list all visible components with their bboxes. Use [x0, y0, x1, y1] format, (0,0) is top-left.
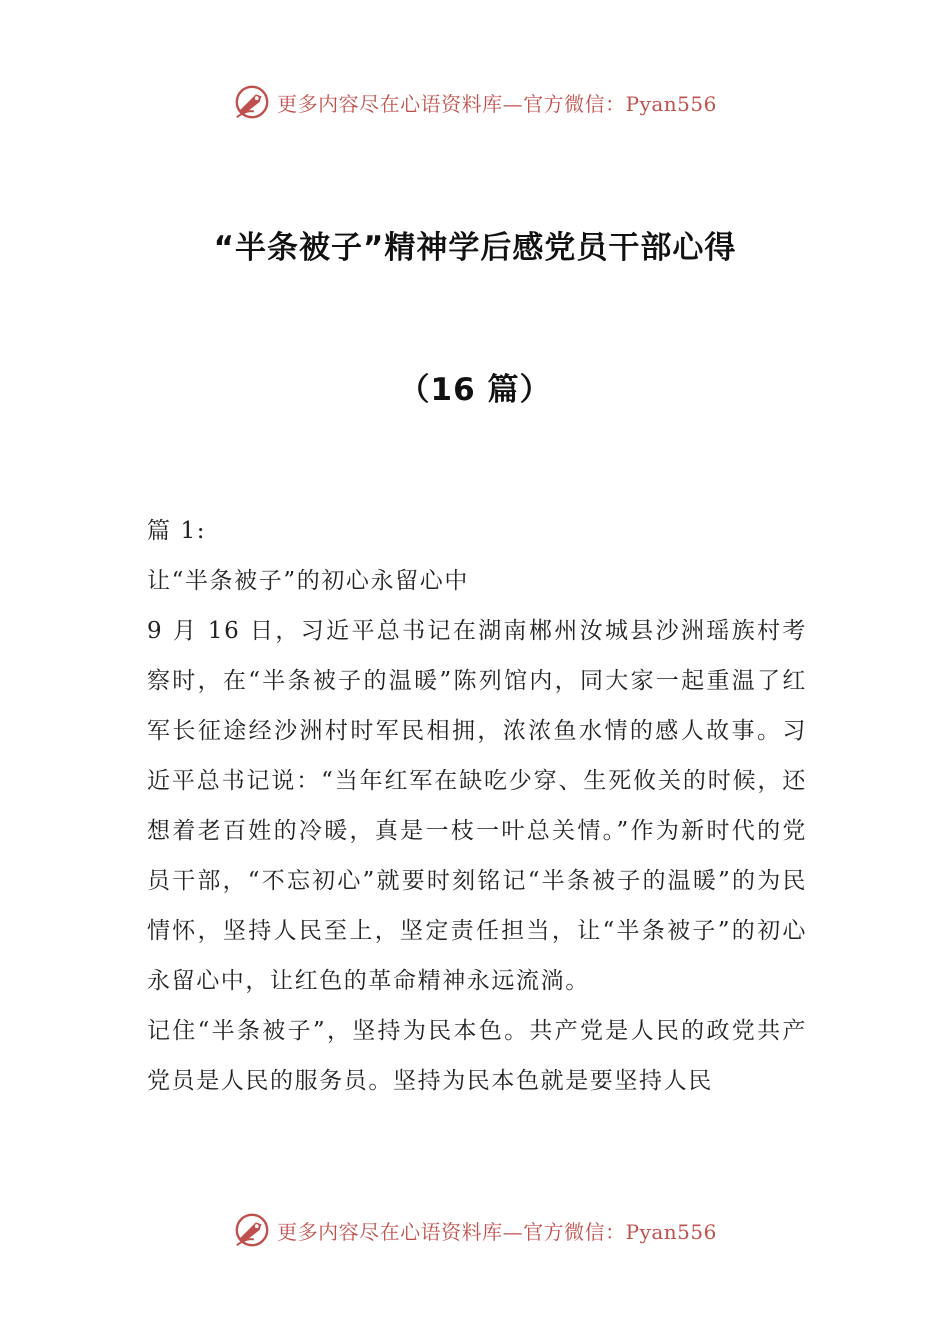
document-subtitle: （16 篇） — [398, 372, 552, 408]
document-title: “半条被子”精神学后感党员干部心得 — [213, 230, 737, 266]
watermark-wechat: Pyan556 — [625, 1219, 717, 1244]
paragraph: 篇 1: — [147, 518, 207, 544]
paragraph: 记住“半条被子”，坚持为民本色。共产党是人民的政党共产党员是人民的服务员。坚持为民本色就是要坚持人民 — [147, 1018, 807, 1094]
footer-watermark — [0, 1210, 950, 1250]
header-watermark — [0, 82, 950, 122]
document-body — [147, 506, 807, 1106]
watermark-text: 更多内容尽在心语资料库—官方微信： — [277, 1219, 626, 1244]
pen-nib-circle-icon — [233, 83, 271, 121]
watermark-text: 更多内容尽在心语资料库—官方微信： — [277, 91, 626, 116]
paragraph: 9 月 16 日，习近平总书记在湖南郴州汝城县沙洲瑶族村考察时，在“半条被子的温暖”陈列馆内，同大家一起重温了红军长征途经沙洲村时军民相拥，浓浓鱼水情的感人故事。习近平总书记说：“当年红军在缺吃少穿、生死攸关的时候，还想着老百姓的冷暖，真是一枝一叶总关情。”作为新时代的党员干部，“不忘初心”就要时刻铭记“半条被子的温暖”的为民情怀，坚持人民至上，坚定责任担当，让“半条被子”的初心永留心中，让红色的革命精神永远流淌。 — [147, 618, 807, 994]
paragraph: 让“半条被子”的初心永留心中 — [147, 568, 469, 594]
pen-nib-circle-icon — [233, 1211, 271, 1249]
watermark-wechat: Pyan556 — [625, 91, 717, 116]
